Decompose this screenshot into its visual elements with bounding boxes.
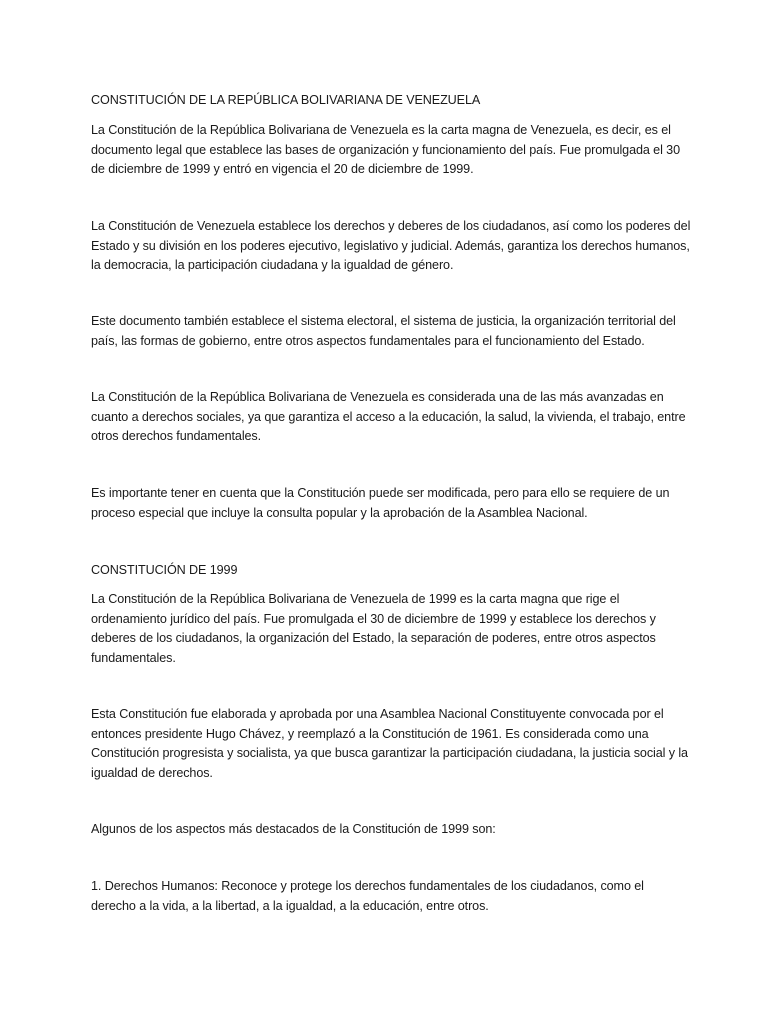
paragraph: La Constitución de Venezuela establece los derechos y deberes de los ciudadanos, así como los poderes del Estado y su división en los poderes ejecutivo, legislativo y judicial. Además, garantiza los derechos humanos, la democracia, la participación ciudadana y la igualdad de género. <box>91 219 691 272</box>
document-title: CONSTITUCIÓN DE LA REPÚBLICA BOLIVARIANA DE VENEZUELA <box>91 93 481 107</box>
list-item: 1. Derechos Humanos: Reconoce y protege los derechos fundamentales de los ciudadanos, como el derecho a la vida, a la libertad, a la igualdad, a la educación, entre otros. <box>91 879 644 913</box>
paragraph: Esta Constitución fue elaborada y aprobada por una Asamblea Nacional Constituyente convocada por el entonces presidente Hugo Chávez, y reemplazó a la Constitución de 1961. Es considerada como una Constitución progresista y socialista, ya que busca garantizar la participación ciudadana, la justicia social y la igualdad de derechos. <box>91 707 688 780</box>
paragraph: Algunos de los aspectos más destacados de la Constitución de 1999 son: <box>91 822 496 836</box>
paragraph: La Constitución de la República Bolivariana de Venezuela de 1999 es la carta magna que rige el ordenamiento jurídico del país. Fue promulgada el 30 de diciembre de 1999 y establece los derechos y deberes de los ciudadanos, la organización del Estado, la separación de poderes, entre otros aspectos fundamentales. <box>91 592 656 665</box>
paragraph: Este documento también establece el sistema electoral, el sistema de justicia, la organización territorial del país, las formas de gobierno, entre otros aspectos fundamentales para el funcionamiento del Estado. <box>91 314 676 348</box>
paragraph: La Constitución de la República Bolivariana de Venezuela es considerada una de las más avanzadas en cuanto a derechos sociales, ya que garantiza el acceso a la educación, la salud, la vivienda, el trabajo, entre otros derechos fundamentales. <box>91 390 686 443</box>
paragraph: Es importante tener en cuenta que la Constitución puede ser modificada, pero para ello se requiere de un proceso especial que incluye la consulta popular y la aprobación de la Asamblea Nacional. <box>91 486 670 520</box>
section-title: CONSTITUCIÓN DE 1999 <box>91 563 238 577</box>
paragraph: La Constitución de la República Bolivariana de Venezuela es la carta magna de Venezuela, es decir, es el documento legal que establece las bases de organización y funcionamiento del país. Fue promulgada el 30 de diciembre de 1999 y entró en vigencia el 20 de diciembre de 1999. <box>91 123 680 176</box>
